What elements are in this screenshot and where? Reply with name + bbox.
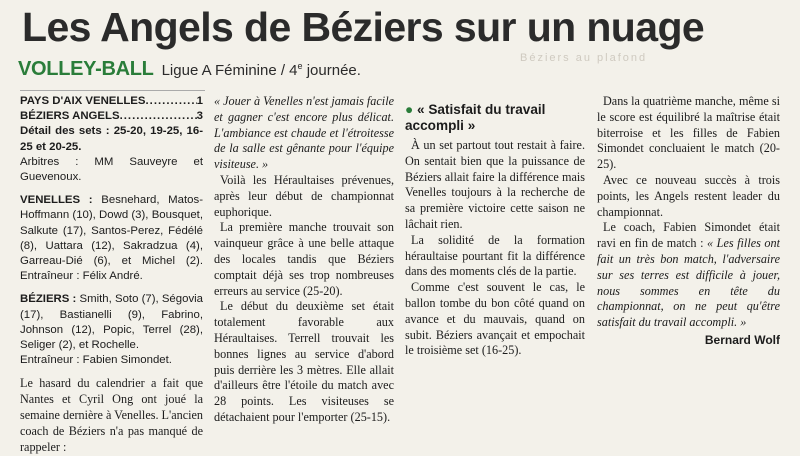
- bleed-through-text: Béziers au plafond: [520, 52, 648, 64]
- paragraph: Le coach, Fabien Simondet était ravi en fin de match : « Les filles ont fait un très bon match, l'adversaire sur ses terres est difficile à jouer, nous sommes en tête du championnat, on ne peut qu'être satisfait du travail accompli. »: [597, 220, 780, 330]
- referees: Arbitres : MM Sauveyre et Guevenoux.: [20, 155, 203, 184]
- paragraph: La solidité de la formation héraultaise pourtant fit la différence dans des moments clés de la partie.: [405, 232, 585, 279]
- author-byline: Bernard Wolf: [704, 332, 780, 347]
- beziers-lineup: BÉZIERS : Smith, Soto (7), Ségovia (17), Bastianelli (9), Fabrino, Johnson (12), Popic, Terrel (28), Seliger (2), et Rochelle.: [20, 293, 203, 352]
- beziers-coach: Entraîneur : Fabien Simondet.: [20, 354, 172, 367]
- subheading: ● « Satisfait du travail accompli »: [405, 102, 546, 133]
- league-label: Ligue A Féminine / 4e journée.: [161, 61, 361, 79]
- paragraph: À un set partout tout restait à faire. On sentait bien que la puissance de Béziers allait faire la différence mais Venelles toujours à la recherche de sa première victoire cette saison ne lâchait rien.: [405, 138, 585, 231]
- set-details: Détail des sets : 25-20, 19-25, 16-25 et 20-25.: [20, 125, 203, 153]
- score-line: BÉZIERS ANGELS ..... 3: [20, 109, 203, 124]
- article-intro: Le hasard du calendrier a fait que Nantes et Cyril Ong ont joué la semaine dernière à Venelles. L'ancien coach de Béziers n'a pas manqué de rappeler :: [20, 376, 203, 454]
- paragraph: La première manche trouvait son vainqueur grâce à une belle attaque des locales tandis que Béziers comptait déjà ses trop nombreuses erreurs au service (25-20).: [214, 220, 394, 298]
- section-kicker: [18, 58, 361, 84]
- sport-label: VOLLEY-BALL: [18, 58, 154, 80]
- score-line: PAYS D'AIX VENELLES ..... 1: [20, 94, 203, 109]
- paragraph: Dans la quatrième manche, même si le score est équilibré la maîtrise était biterroise et les filles de Fabien Simondet concluaient le match (20-25).: [597, 94, 780, 172]
- article-headline: Les Angels de Béziers sur un nuage: [22, 4, 705, 50]
- paragraph: Avec ce nouveau succès à trois points, les Angels restent leader du championnat.: [597, 172, 780, 219]
- paragraph: Voilà les Héraultaises prévenues, après leur début de championnat euphorique.: [214, 172, 394, 219]
- article-column-3: [405, 94, 585, 456]
- quote-cyril-ong: « Jouer à Venelles n'est jamais facile et gagner c'est encore plus délicat. L'ambiance est chaude et l'étroitesse de la salle est gênante pour l'équipe visiteuse. »: [214, 94, 394, 172]
- paragraph: Le début du deuxième set était totalement favorable aux Héraultaises. Terrell trouvait les bonnes lignes au service d'abord puis derrière les 3 mètres. Elle allait d'ailleurs être l'étoile du match avec 28 points. Les visiteuses se détachaient pour l'emporter (25-15).: [214, 299, 394, 424]
- venelles-lineup: VENELLES : Besnehard, Matos-Hoffmann (10), Dowd (3), Bousquet, Salkute (17), Santos-Perez, Fédélé (8), Uattara (12), Sakradzua (4), Garreau-Dié (6), et Michel (2). Entraîneur : Félix André.: [20, 194, 203, 283]
- paragraph: Comme c'est souvent le cas, le ballon tombe du bon côté quand on avance et du mauvais, quand on subit. Béziers avançait et empochait le troisième set (16-25).: [405, 280, 585, 358]
- article-column-4: [597, 94, 780, 456]
- match-sheet-column: [20, 94, 203, 454]
- article-column-2: [214, 94, 394, 456]
- quote-fabien-simondet: « Les filles ont fait un très bon match, l'adversaire sur ses terres est difficile à jouer, nous sommes en tête du championnat, on ne peut qu'être satisfait du travail accompli. »: [597, 236, 780, 330]
- kicker-divider: [20, 90, 205, 91]
